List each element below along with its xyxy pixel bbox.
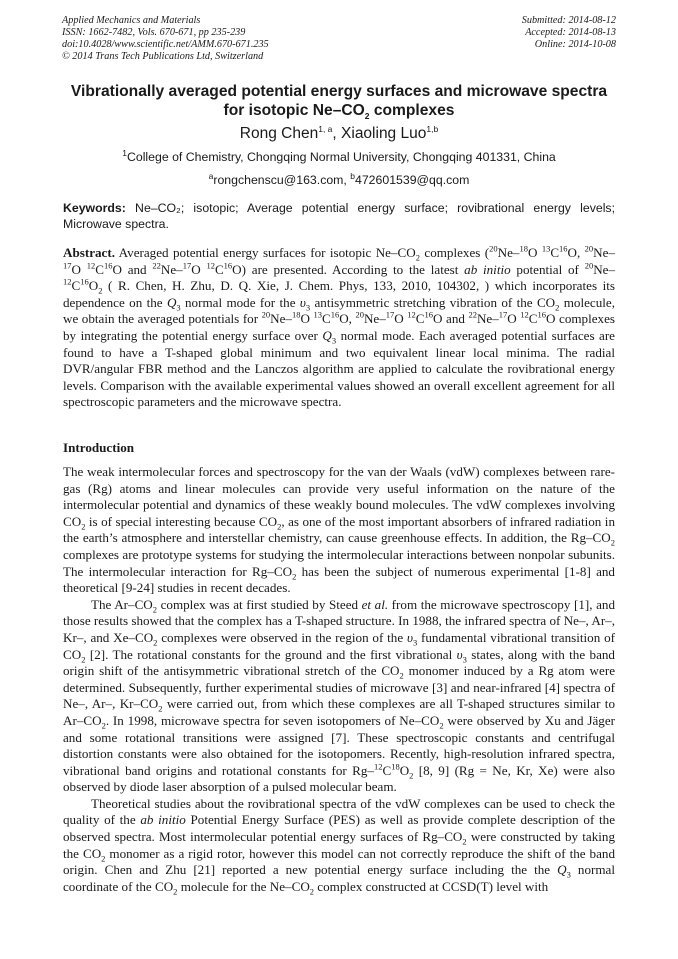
affiliation: $^1$College of Chemistry, Chongqing Normal University, Chongqing 401331, China: [122, 147, 556, 164]
journal-header: [62, 15, 269, 63]
author-emails: $^a$rongchenscu@163.com, $^b$472601539@qq.com: [208, 170, 470, 187]
author-1: Rong Chen: [239, 125, 319, 142]
abstract-label: Abstract.: [63, 245, 115, 260]
email-b[interactable]: 472601539@qq.com: [355, 173, 470, 187]
intro-paragraph-3: Theoretical studies about the rovibrational spectra of the vdW complexes can be used to check the quality of the ab initio Potential Energy Surface (PES) as well as provide complete description of the observed spectra. Most intermolecular potential energy surfaces of $Rg-CO_2$ were constructed by taking the $CO_2$ monomer as a rigid rotor, however this model can not correctly reproduce the shift of the band origin. Chen and Zhu [21] reported a new potential energy surface including the the $Q_3$ normal coordinate of the $CO_2$ molecule for the $Ne-CO_2$ complex constructed at CCSD(T) level with: [63, 795, 615, 897]
keywords-text: Ne–CO₂; isotopic; Average potential energy surface; rovibrational energy levels; Microwave spectra.: [63, 201, 615, 231]
email-a[interactable]: rongchenscu@163.com: [213, 173, 344, 187]
issn-line: ISSN: 1662-7482, Vols. 670-671, pp 235-239: [62, 27, 246, 38]
keywords-label: Keywords:: [63, 201, 126, 215]
author-list: Rong Chen$^{1, a}$, Xiaoling Luo$^{1,b}$: [239, 123, 439, 142]
title-line-1: Vibrationally averaged potential energy surfaces and microwave spectra: [70, 83, 608, 100]
online-date: Online: 2014-10-08: [534, 39, 616, 50]
intro-paragraph-2: The $Ar-CO_2$ complex was at first studied by Steed et al. from the microwave spectroscopy [1], and those results showed that the complex has a T-shaped structure. In 1988, the infrared spectra of Ne–, Ar–, Kr–, and $Xe-CO_2$ complexes were observed in the region of the $\upsilon_3$ fundamental vibrational transition of $CO_2$ [2]. The rotational constants for the ground and the first vibrational $\upsilon_3$ states, along with the band origin shift of the antisymmetric vibrational stretch of the $CO_2$ monomer induced by a Rg atom were determined. Subsequently, further experimental studies of microwave [3] and near-infrared [4] spectra of Ne–, Ar–, $Kr-CO_2$ were carried out, from which these complexes are all T-shaped structures similar to $Ar-CO_2$. In 1998, microwave spectra for seven isotopomers of $Ne-CO_2$ were observed by Xu and Jäger and some rotational transitions were assigned [7]. These spectroscopic constants and centrifugal distortion constants were also obtained for the isotopomers. Recently, high-resolution infrared spectra, vibrational band origins and rotational constants for $Rg-^{12}C^{18}O_2$ [8, 9] (Rg = Ne, Kr, Xe) were also observed by diode laser absorption of a pulsed molecular beam.: [63, 596, 616, 795]
journal-name: Applied Mechanics and Materials: [62, 15, 201, 26]
copyright-line: © 2014 Trans Tech Publications Ltd, Switzerland: [62, 51, 264, 62]
dates-header: [522, 15, 616, 51]
doi-line: doi:10.4028/www.scientific.net/AMM.670-671.235: [62, 39, 269, 50]
keywords: [63, 200, 615, 232]
accepted-date: Accepted: 2014-08-13: [525, 27, 616, 38]
author-2: Xiaoling Luo: [341, 125, 427, 142]
title-line-2: for isotopic $Ne-CO_2$ complexes: [223, 102, 455, 122]
intro-paragraph-1: The weak intermolecular forces and spectroscopy for the van der Waals (vdW) complexes between rare-gas (Rg) atoms and linear molecules can provide very useful information on the nature of the intermolecular potential and dynamics of these weakly bound molecules. The vdW complexes involving $CO_2$ is of special interesting because $CO_2$, as one of the most important absorbers of infrared radiation in the earth’s atmosphere and interstellar chemistry, can cause greenhouse effects. In addition, the $Rg-CO_2$ complexes are prototype systems for studying the intermolecular interactions between nonpolar subunits. The intermolecular interaction for $Rg-CO_2$ has been the subject of numerous experimental [1-8] and theoretical [9-24] studies in recent decades.: [63, 464, 615, 596]
submitted-date: Submitted: 2014-08-12: [521, 15, 616, 26]
section-heading-introduction: Introduction: [63, 440, 135, 455]
introduction-body: [63, 464, 615, 895]
abstract: Abstract. Averaged potential energy surfaces for isotopic $Ne-CO_2$ complexes ($^{20}$Ne–$^{18}$O $^{13}C^{16}O$, $^{20}$Ne–$^{17}$O $^{12}C^{16}O$ and $^{22}$Ne–$^{17}$O $^{12}C^{16}O$) are presented. According to the latest ab initio potential of $^{20}Ne-^{12}C^{16}O_2$ ( R. Chen, H. Zhu, D. Q. Xie, J. Chem. Phys, 133, 2010, 104302, ) which incorporates its dependence on the $Q_3$ normal mode for the $\upsilon_3$ antisymmetric stretching vibration of the $CO_2$ molecule, we obtain the averaged potentials for $^{20}$Ne–$^{18}$O $^{13}C^{16}O$, $^{20}$Ne–$^{17}$O $^{12}C^{16}O$ and $^{22}$Ne–$^{17}$O $^{12}C^{16}O$ complexes by integrating the potential energy surface over $Q_3$ normal mode. Each averaged potential surfaces are found to have a T-shaped global minimum and two equivalent linear local minima. The radial DVR/angular FBR method and the Lanczos algorithm are applied to calculate the rovibrational energy levels. Comparison with the available experimental values showed an overall excellent agreement for all spectroscopic parameters and the microwave spectra.: [63, 243, 616, 410]
paper-title: [40, 82, 638, 120]
